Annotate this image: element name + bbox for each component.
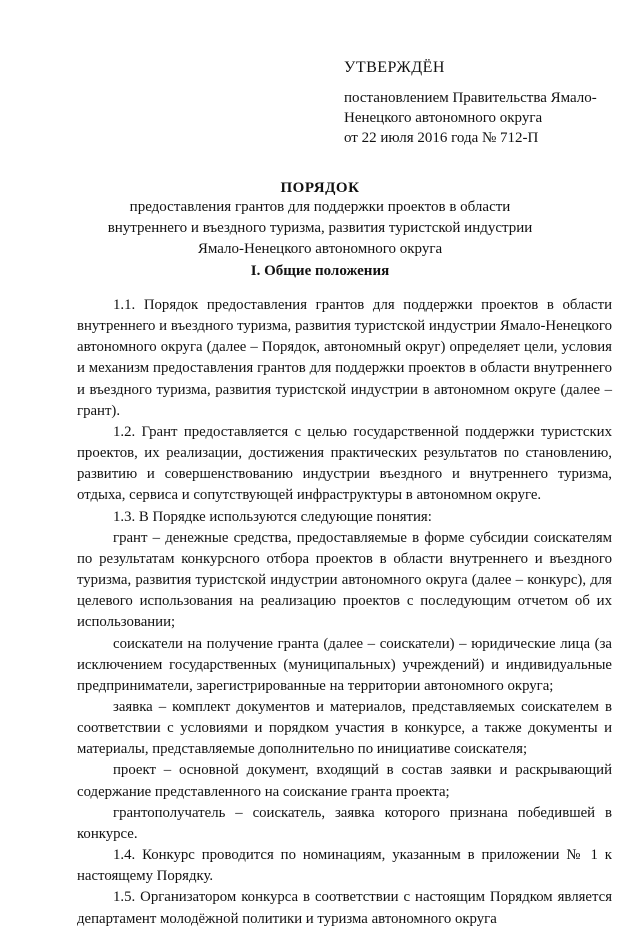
document-subtitle: предоставления грантов для поддержки проектов в области внутреннего и въездного туризма, развития туристской индустрии Ямало-Ненецкого автономного округа [107, 199, 533, 257]
paragraph: 1.2. Грант предоставляется с целью государственной поддержки туристских проектов, их реализации, достижения практических результатов по становлению, развитию и совершенствованию индустрии въездного и внутреннего туризма, отдыха, сервиса и сопутствующей инфраструктуры в автономном округе. [77, 423, 612, 504]
document-title: ПОРЯДОК [280, 180, 360, 196]
paragraph: заявка – комплект документов и материалов, представляемых соискателем в соответствии с условиями и порядком участия в конкурсе, а также документы и материалы, представляемые дополнительно по инициативе соискателя; [77, 698, 612, 758]
approval-block [344, 58, 597, 148]
paragraph: 1.4. Конкурс проводится по номинациям, указанным в приложении № 1 к настоящему Порядку. [77, 847, 612, 885]
paragraph: грантополучатель – соискатель, заявка которого признана победившей в конкурсе. [77, 804, 612, 842]
section-heading: I. Общие положения [250, 263, 390, 279]
document-body [77, 295, 612, 930]
paragraph: грант – денежные средства, предоставляемые в форме субсидии соискателям по результатам конкурсного отбора проектов в области внутреннего и въездного туризма, развития туристской индустрии автономного округа (далее – конкурс), для целевого использования на реализацию проектов с последующим отчетом об их использовании; [77, 529, 612, 631]
paragraph: проект – основной документ, входящий в состав заявки и раскрывающий содержание представленного на соискание гранта проекта; [77, 762, 612, 800]
approval-line: постановлением Правительства Ямало- [344, 90, 597, 106]
approval-heading: УТВЕРЖДЁН [344, 59, 445, 76]
paragraph: соискатели на получение гранта (далее – соискатели) – юридические лица (за исключением государственных (муниципальных) учреждений) и индивидуальные предприниматели, зарегистрированные на территории автономного округа; [77, 635, 612, 694]
approval-line: Ненецкого автономного округа [344, 110, 543, 126]
approval-line: от 22 июля 2016 года № 712-П [344, 130, 539, 146]
paragraph: 1.1. Порядок предоставления грантов для поддержки проектов в области внутреннего и въездного туризма, развития туристской индустрии Ямало-Ненецкого автономного округа (далее – Порядок, автономный округ) определяет цели, условия и механизм предоставления грантов для поддержки проектов в области внутреннего и въездного туризма, развития туристской индустрии в автономном округе (далее – грант). [77, 297, 612, 419]
paragraph: 1.3. В Порядке используются следующие понятия: [113, 508, 432, 525]
paragraph: 1.5. Организатором конкурса в соответствии с настоящим Порядком является департамент молодёжной политики и туризма автономного округа [77, 889, 612, 927]
